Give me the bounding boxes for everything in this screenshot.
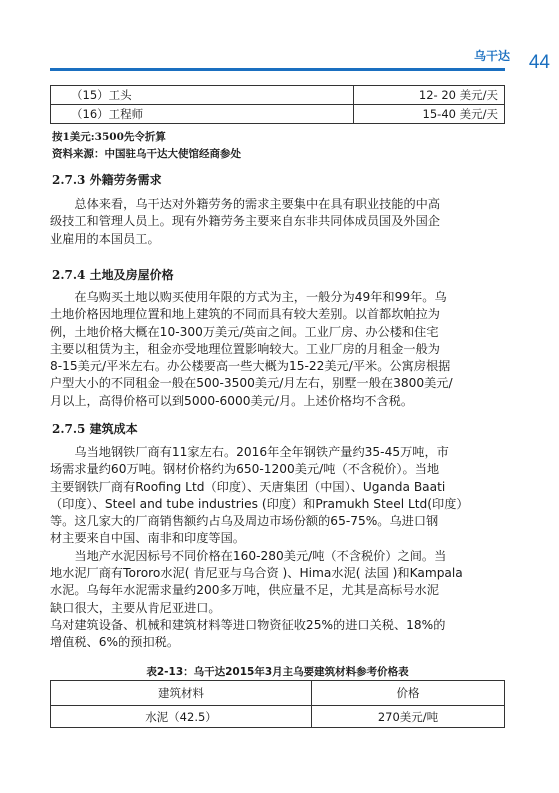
header-rule <box>50 68 505 71</box>
text-line: 材主要来自中国、南非和印度等国。 <box>50 531 245 546</box>
wage-table <box>50 85 505 124</box>
table-cell-material: 水泥（42.5） <box>51 706 312 728</box>
text-line: 级技工和管理人员上。现有外籍劳务主要来自东非共同体成员国及外国企 <box>50 214 440 229</box>
table-header-row <box>51 681 505 706</box>
text-line: 户型大小的不同租金一般在500-3500美元/月左右，别墅一般在3800美元/ <box>50 376 453 391</box>
text-line: 例，土地价格大概在10-300万美元/英亩之间。工业厂房、办公楼和住宅 <box>50 324 439 339</box>
text-line: 土地价格因地理位置和地上建筑的不同而具有较大差别。以首都坎帕拉为 <box>50 307 440 322</box>
source-note: 资料来源：中国驻乌干达大使馆经商参处 <box>52 148 241 160</box>
column-header-material: 建筑材料 <box>51 681 312 706</box>
table-cell-value: 12- 20 美元/天 <box>354 86 505 105</box>
text-line: 乌对建筑设备、机械和建筑材料等进口物资征收25%的进口关税、18%的 <box>50 617 446 632</box>
table-cell-price: 270美元/吨 <box>312 706 505 728</box>
table-row <box>51 706 505 728</box>
exchange-rate-note: 按1美元:3500先令折算 <box>52 131 166 143</box>
text-line: 等。这几家大的厂商销售额约占乌及周边市场份额的65-75%。乌进口钢 <box>50 514 439 529</box>
text-line: 当地产水泥因标号不同价格在160-280美元/吨（不含税价）之间。当 <box>74 548 447 563</box>
text-line: 乌当地钢铁厂商有11家左右。2016年全年钢铁产量约35-45万吨，市 <box>74 445 449 459</box>
table-cell-item: （16）工程师 <box>51 105 354 124</box>
table-row <box>51 105 505 124</box>
paragraph-building-costs <box>50 444 505 652</box>
running-header-title: 乌干达 <box>473 49 510 63</box>
text-line: 水泥。乌每年水泥需求量约200多万吨，供应量不足，尤其是高标号水泥 <box>50 583 439 598</box>
section-heading-2-7-5: 2.7.5 建筑成本 <box>52 422 138 436</box>
table-caption: 表2-13：乌干达2015年3月主乌要建筑材料参考价格表 <box>146 666 409 678</box>
text-line: 场需求量约60万吨。钢材价格约为650-1200美元/吨（不含税价）。当地 <box>50 462 440 477</box>
section-heading-2-7-4: 2.7.4 土地及房屋价格 <box>52 268 174 282</box>
text-line: 8-15美元/平米左右。办公楼要高一些大概为15-22美元/平米。公寓房根据 <box>50 359 451 374</box>
section-heading-2-7-3: 2.7.3 外籍劳务需求 <box>52 173 162 187</box>
table-cell-value: 15-40 美元/天 <box>354 105 505 124</box>
text-line: 业雇用的本国员工。 <box>50 231 160 246</box>
text-line: 主要钢铁厂商有Roofing Ltd（印度）、天唐集团（中国）、Uganda Baati <box>50 479 446 494</box>
table-row <box>51 86 505 105</box>
text-line: 总体来看，乌干达对外籍劳务的需求主要集中在具有职业技能的中高 <box>74 197 441 211</box>
text-line: 在乌购买土地以购买使用年限的方式为主，一般分为49年和99年。乌 <box>74 290 447 304</box>
text-line: 缺口很大，主要从肯尼亚进口。 <box>50 600 221 615</box>
page-number: 44 <box>528 52 550 73</box>
text-line: 地水泥厂商有Tororo水泥( 肯尼亚与乌合资 )、Hima水泥( 法国 )和Kampala <box>50 566 463 581</box>
text-line: 增值税、6%的预扣税。 <box>50 635 180 650</box>
paragraph-land-prices <box>50 289 505 410</box>
table-cell-item: （15）工头 <box>51 86 354 105</box>
column-header-price: 价格 <box>312 681 505 706</box>
text-line: 主要以租赁为主，租金亦受地理位置影响较大。工业厂房的月租金一般为 <box>50 341 440 356</box>
text-line: 月以上，高得价格可以到5000-6000美元/月。上述价格均不含税。 <box>50 393 414 408</box>
materials-price-table <box>50 680 505 728</box>
paragraph-foreign-labor <box>50 196 505 248</box>
text-line: （印度）、Steel and tube industries (印度）和Pramukh Steel Ltd(印度） <box>50 496 469 511</box>
